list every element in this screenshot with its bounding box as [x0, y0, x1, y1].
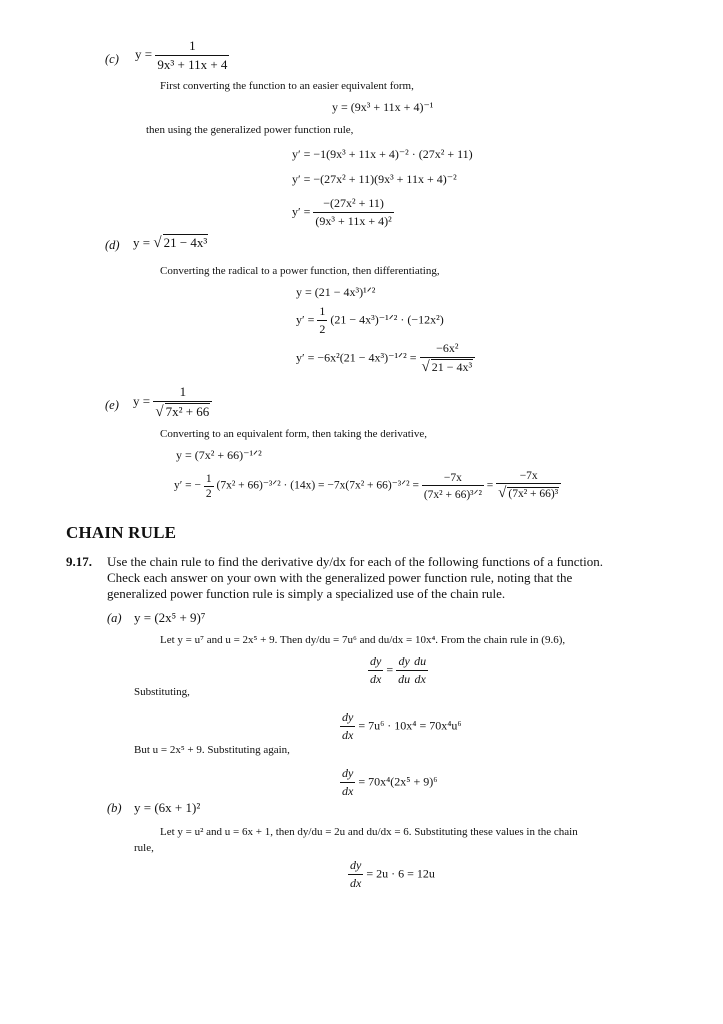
part-c-fraction	[155, 38, 229, 73]
chain-b-eq-num: dy	[350, 858, 362, 872]
part-d-eq3-lhs: y′ = −6x²(21 − 4x³)⁻¹ᐟ² =	[296, 350, 417, 365]
problem-line-1: Use the chain rule to find the derivative dy/dx for each of the following functions of a function.	[107, 554, 604, 569]
chain-a-rule-r2-num: du	[414, 654, 427, 668]
part-d-eq2-num: 1	[319, 304, 326, 318]
part-e-eq2-f1-den: (7x² + 66)³ᐟ²	[422, 485, 484, 501]
part-c-num: 1	[189, 38, 196, 53]
chain-a-eq3	[340, 766, 437, 799]
chain-a-eq2-den: dx	[342, 728, 354, 742]
part-c-text1: First converting the function to an easier equivalent form,	[160, 80, 414, 92]
part-d-eq2-half	[317, 304, 327, 337]
chain-a-eq2-fraction	[340, 710, 355, 743]
chain-a-eq2	[340, 710, 462, 743]
part-d-radicand: 21 − 4x³	[163, 235, 208, 250]
problem-line-2: Check each answer on your own with the generalized power function rule, noting that the	[107, 570, 573, 585]
part-e-eq2-equals: =	[486, 479, 494, 492]
part-d-function	[133, 234, 208, 252]
part-e-eq1: y = (7x² + 66)⁻¹ᐟ²	[176, 448, 262, 462]
part-d-text1: Converting the radical to a power function, then differentiating,	[160, 265, 440, 277]
part-c-label: (c)	[105, 52, 119, 66]
chain-a-text2: Substituting,	[134, 686, 190, 698]
sqrt-icon: √	[153, 235, 162, 251]
chain-a-rule-eq: =	[386, 662, 394, 677]
chain-b-label: (b)	[107, 801, 122, 815]
part-e-lhs: y =	[133, 393, 151, 409]
sqrt-icon: √	[498, 485, 507, 501]
chain-b-eq-rest: = 2u · 6 = 12u	[366, 866, 435, 881]
chain-a-rule-r2	[412, 654, 428, 687]
part-e-eq2-mid: (7x² + 66)⁻³ᐟ² · (14x) = −7x(7x² + 66)⁻³ᐟ² =	[216, 479, 419, 492]
part-d-eq3-num: −6x²	[436, 341, 459, 355]
chain-a-eq3-num: dy	[342, 766, 354, 780]
sqrt-icon: √	[155, 404, 164, 420]
part-d-eq3-den	[420, 357, 476, 376]
chain-a-eq3-den: dx	[342, 784, 354, 798]
part-e-eq2	[174, 470, 561, 502]
part-e-radicand: 7x² + 66	[165, 404, 210, 419]
chain-a-rule-left	[368, 654, 383, 687]
chain-a-text1: Let y = u⁷ and u = 2x⁵ + 9. Then dy/du = 7u⁶ and du/dx = 10x⁴. From the chain rule in (9.6),	[160, 634, 566, 646]
part-c-text2: then using the generalized power function rule,	[146, 124, 354, 136]
chain-a-rule-r1-den: du	[398, 672, 411, 686]
part-e-eq2-lhs: y′ = −	[174, 479, 201, 492]
section-heading: CHAIN RULE	[66, 523, 177, 542]
part-c-den: 9x³ + 11x + 4	[157, 57, 228, 72]
chain-a-rule-r2-den: dx	[412, 670, 428, 687]
chain-a-eq3-fraction	[340, 766, 355, 799]
chain-a-eq2-num: dy	[342, 710, 354, 724]
chain-a-rule-l-den: dx	[370, 672, 382, 686]
part-e-eq2-half	[204, 473, 214, 500]
part-d-eq1: y = (21 − 4x³)¹ᐟ²	[296, 285, 376, 299]
part-d-eq3-radicand: 21 − 4x³	[431, 360, 473, 374]
chain-b-eq-fraction	[348, 858, 363, 891]
part-e-text1: Converting to an equivalent form, then taking the derivative,	[160, 428, 427, 440]
part-e-fraction	[153, 384, 212, 421]
part-e-eq2-f2-radicand: (7x² + 66)³	[508, 488, 559, 500]
part-e-function	[133, 384, 212, 421]
chain-a-eq2-rest: = 7u⁶ · 10x⁴ = 70x⁴u⁶	[358, 718, 462, 733]
part-c-eq4	[292, 196, 394, 229]
part-c-eq2: y′ = −1(9x³ + 11x + 4)⁻² · (27x² + 11)	[292, 147, 473, 161]
part-e-num: 1	[179, 384, 187, 399]
part-e-eq2-half-num: 1	[205, 472, 212, 485]
part-e-den	[153, 401, 212, 421]
chain-b-function: y = (6x + 1)²	[134, 800, 201, 815]
part-c-function	[135, 38, 229, 73]
chain-a-rule-r1	[396, 654, 412, 687]
chain-a-rule-l-num: dy	[370, 654, 382, 668]
part-c-eq4-den: (9x³ + 11x + 4)²	[315, 214, 392, 228]
part-d-eq2-rest: (21 − 4x³)⁻¹ᐟ² · (−12x²)	[330, 312, 444, 327]
part-c-eq3: y′ = −(27x² + 11)(9x³ + 11x + 4)⁻²	[292, 172, 457, 186]
part-e-eq2-fraction2	[496, 470, 561, 502]
chain-a-rule-r1-num: dy	[398, 654, 410, 668]
part-e-eq2-half-den: 2	[205, 487, 212, 500]
part-c-eq4-num: −(27x² + 11)	[323, 196, 384, 210]
part-e-eq2-f2-den	[496, 483, 561, 502]
part-d-eq3	[296, 341, 475, 376]
part-c-eq1: y = (9x³ + 11x + 4)⁻¹	[332, 100, 434, 114]
part-e-eq2-fraction1	[422, 472, 484, 501]
problem-number: 9.17.	[66, 554, 92, 569]
chain-a-eq3-rest: = 70x⁴(2x⁵ + 9)⁶	[358, 774, 438, 789]
chain-a-text3: But u = 2x⁵ + 9. Substituting again,	[134, 744, 290, 756]
part-e-eq2-f1-num: −7x	[443, 471, 462, 484]
part-d-lhs: y =	[133, 235, 151, 250]
problem-line-3: generalized power function rule is simply a specialized use of the chain rule.	[107, 586, 506, 601]
part-c-lhs: y =	[135, 46, 153, 62]
part-d-label: (d)	[105, 238, 120, 252]
chain-b-text1b: rule,	[134, 842, 154, 854]
part-e-eq2-f2-num: −7x	[519, 470, 538, 482]
sqrt-icon: √	[421, 359, 430, 375]
chain-a-rule	[368, 654, 428, 687]
part-e-label: (e)	[105, 398, 119, 412]
part-c-eq4-lhs: y′ =	[292, 204, 311, 219]
chain-b-eq	[348, 858, 435, 891]
chain-b-text1: Let y = u² and u = 6x + 1, then dy/du = 2u and du/dx = 6. Substituting these values in the chain	[160, 826, 578, 838]
part-c-eq4-fraction	[313, 196, 393, 229]
chain-a-label: (a)	[107, 611, 122, 625]
part-d-eq2-lhs: y′ =	[296, 312, 315, 327]
chain-a-function: y = (2x⁵ + 9)⁷	[134, 610, 206, 625]
chain-b-eq-den: dx	[350, 876, 362, 890]
part-d-eq3-fraction	[420, 341, 476, 376]
part-d-eq2-den: 2	[319, 322, 326, 336]
part-d-eq2	[296, 304, 444, 337]
